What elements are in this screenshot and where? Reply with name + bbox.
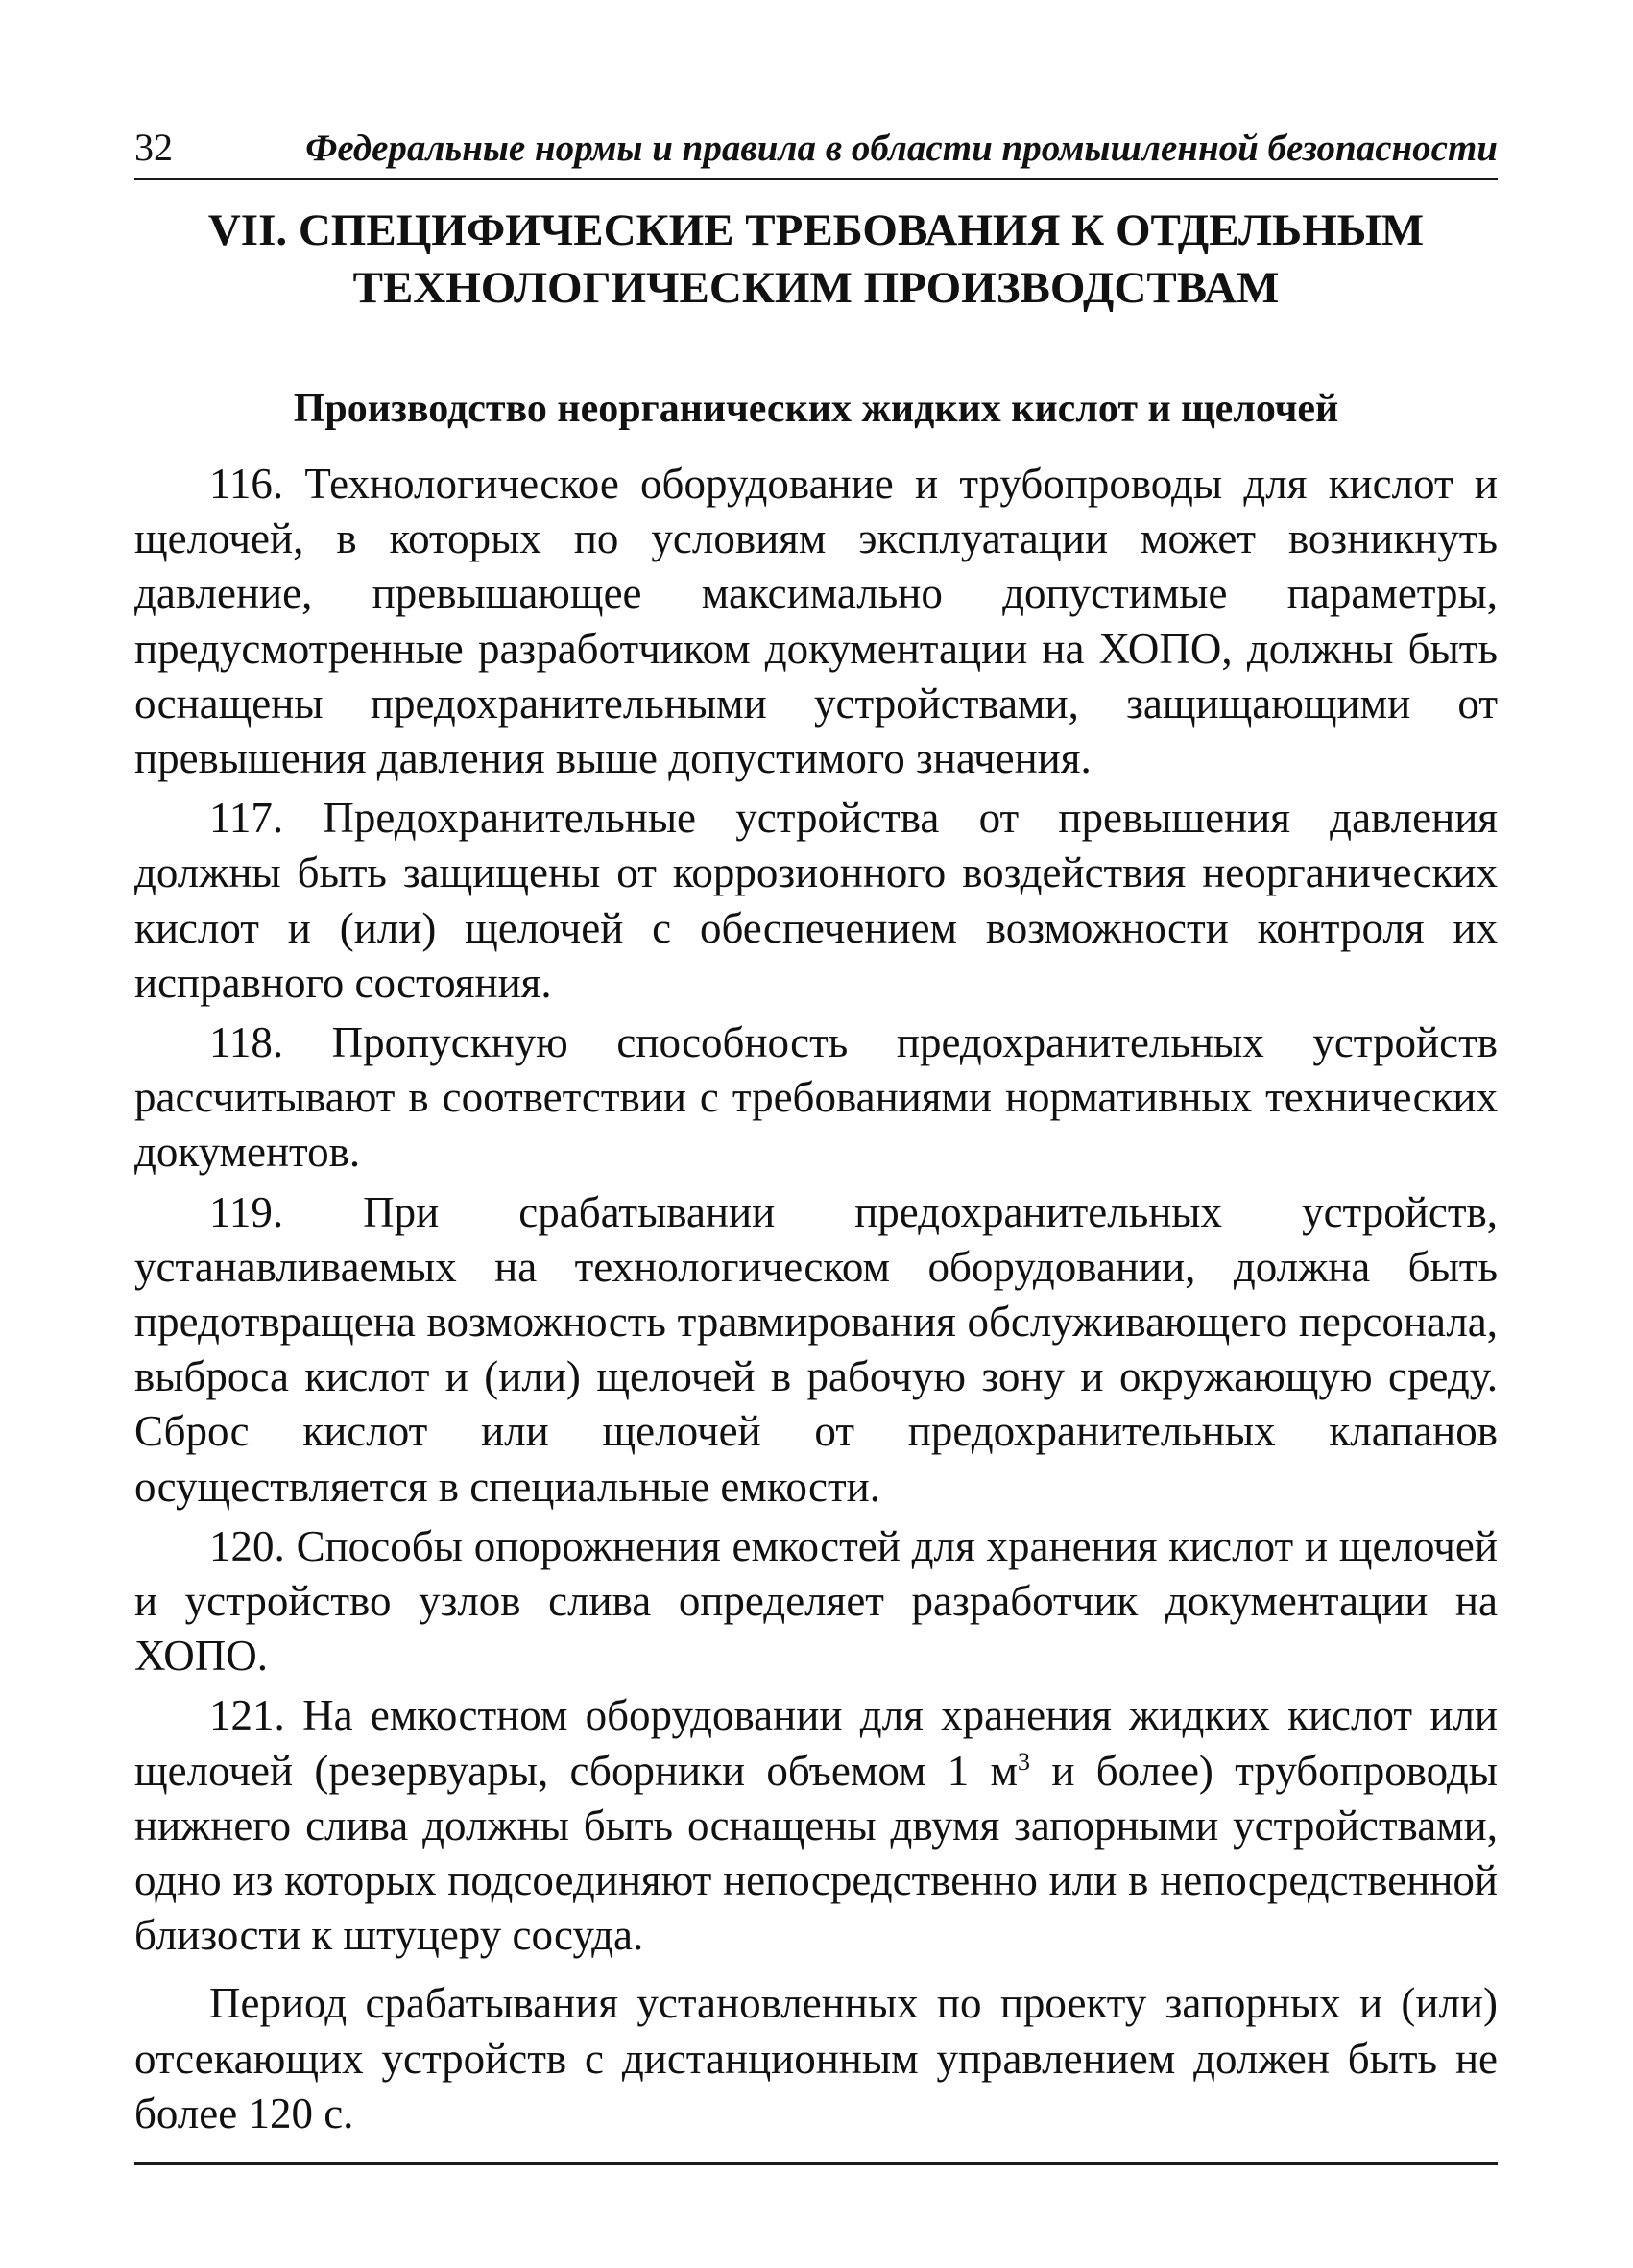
section-title <box>134 202 1498 317</box>
section-title-line-1: VII. СПЕЦИФИЧЕСКИЕ ТРЕБОВАНИЯ К ОТДЕЛЬНЫМ <box>207 205 1425 255</box>
paragraph-119: 119. При срабатывании предохранительных устройств, устанавливаемых на технологическом оборудовании, должна быть предотвращена возможность травмирования обслуживающего персонала, выброса кислот и (или) щелочей в рабочую зону и окружающую среду. Сброс кислот или щелочей от предохранительных клапанов осуществляется в специальные емкости. <box>134 1187 1498 1511</box>
paragraph-121-start: 121. На емкостном оборудовании для хранения жидких кислот или щелочей (резервуары, сборники объемом 1 м <box>134 1691 1498 1795</box>
paragraph-118: 118. Пропускную способность предохранительных устройств рассчитывают в соответствии с требованиями нормативных технических документов. <box>134 1018 1498 1177</box>
paragraph-116: 116. Технологическое оборудование и трубопроводы для кислот и щелочей, в которых по условиям эксплуатации может возникнуть давление, превышающее максимально допустимые параметры, предусмотренные разработчиком документации на ХОПО, должны быть оснащены предохранительными устройствами, защищающими от превышения давления выше допустимого значения. <box>134 460 1498 783</box>
paragraph-117: 117. Предохранительные устройства от превышения давления должны быть защищены от коррозионного воздействия неорганических кислот и (или) щелочей с обеспечением возможности контроля их исправного состояния. <box>134 794 1498 1007</box>
paragraph-120: 120. Способы опорожнения емкостей для хранения кислот и щелочей и устройство узлов слива определяет разработчик документации на ХОПО. <box>134 1521 1498 1681</box>
running-title: Федеральные нормы и правила в области промышленной безопасности <box>305 128 1498 169</box>
footer-rule <box>134 2162 1498 2165</box>
paragraph-121 <box>134 1688 1498 1963</box>
subsection-title: Производство неорганических жидких кислот и щелочей <box>293 387 1339 431</box>
body-text <box>134 457 1498 2141</box>
document-page <box>134 125 1498 2165</box>
paragraph-response-period: Период срабатывания установленных по проекту запорных и (или) отсекающих устройств с дистанционным управлением должен быть не более 120 с. <box>134 1979 1498 2137</box>
running-header <box>134 125 1498 176</box>
paragraph-121-end: и более) трубопроводы нижнего слива должны быть оснащены двумя запорными устройствами, одно из которых подсоединяют непосредственно или в непосредственной близости к штуцеру сосуда. <box>134 1746 1498 1960</box>
header-rule <box>134 178 1498 180</box>
cubic-superscript: 3 <box>1018 1747 1031 1776</box>
page-number: 32 <box>134 126 173 169</box>
section-title-line-2: ТЕХНОЛОГИЧЕСКИМ ПРОИЗВОДСТВАМ <box>352 263 1280 313</box>
